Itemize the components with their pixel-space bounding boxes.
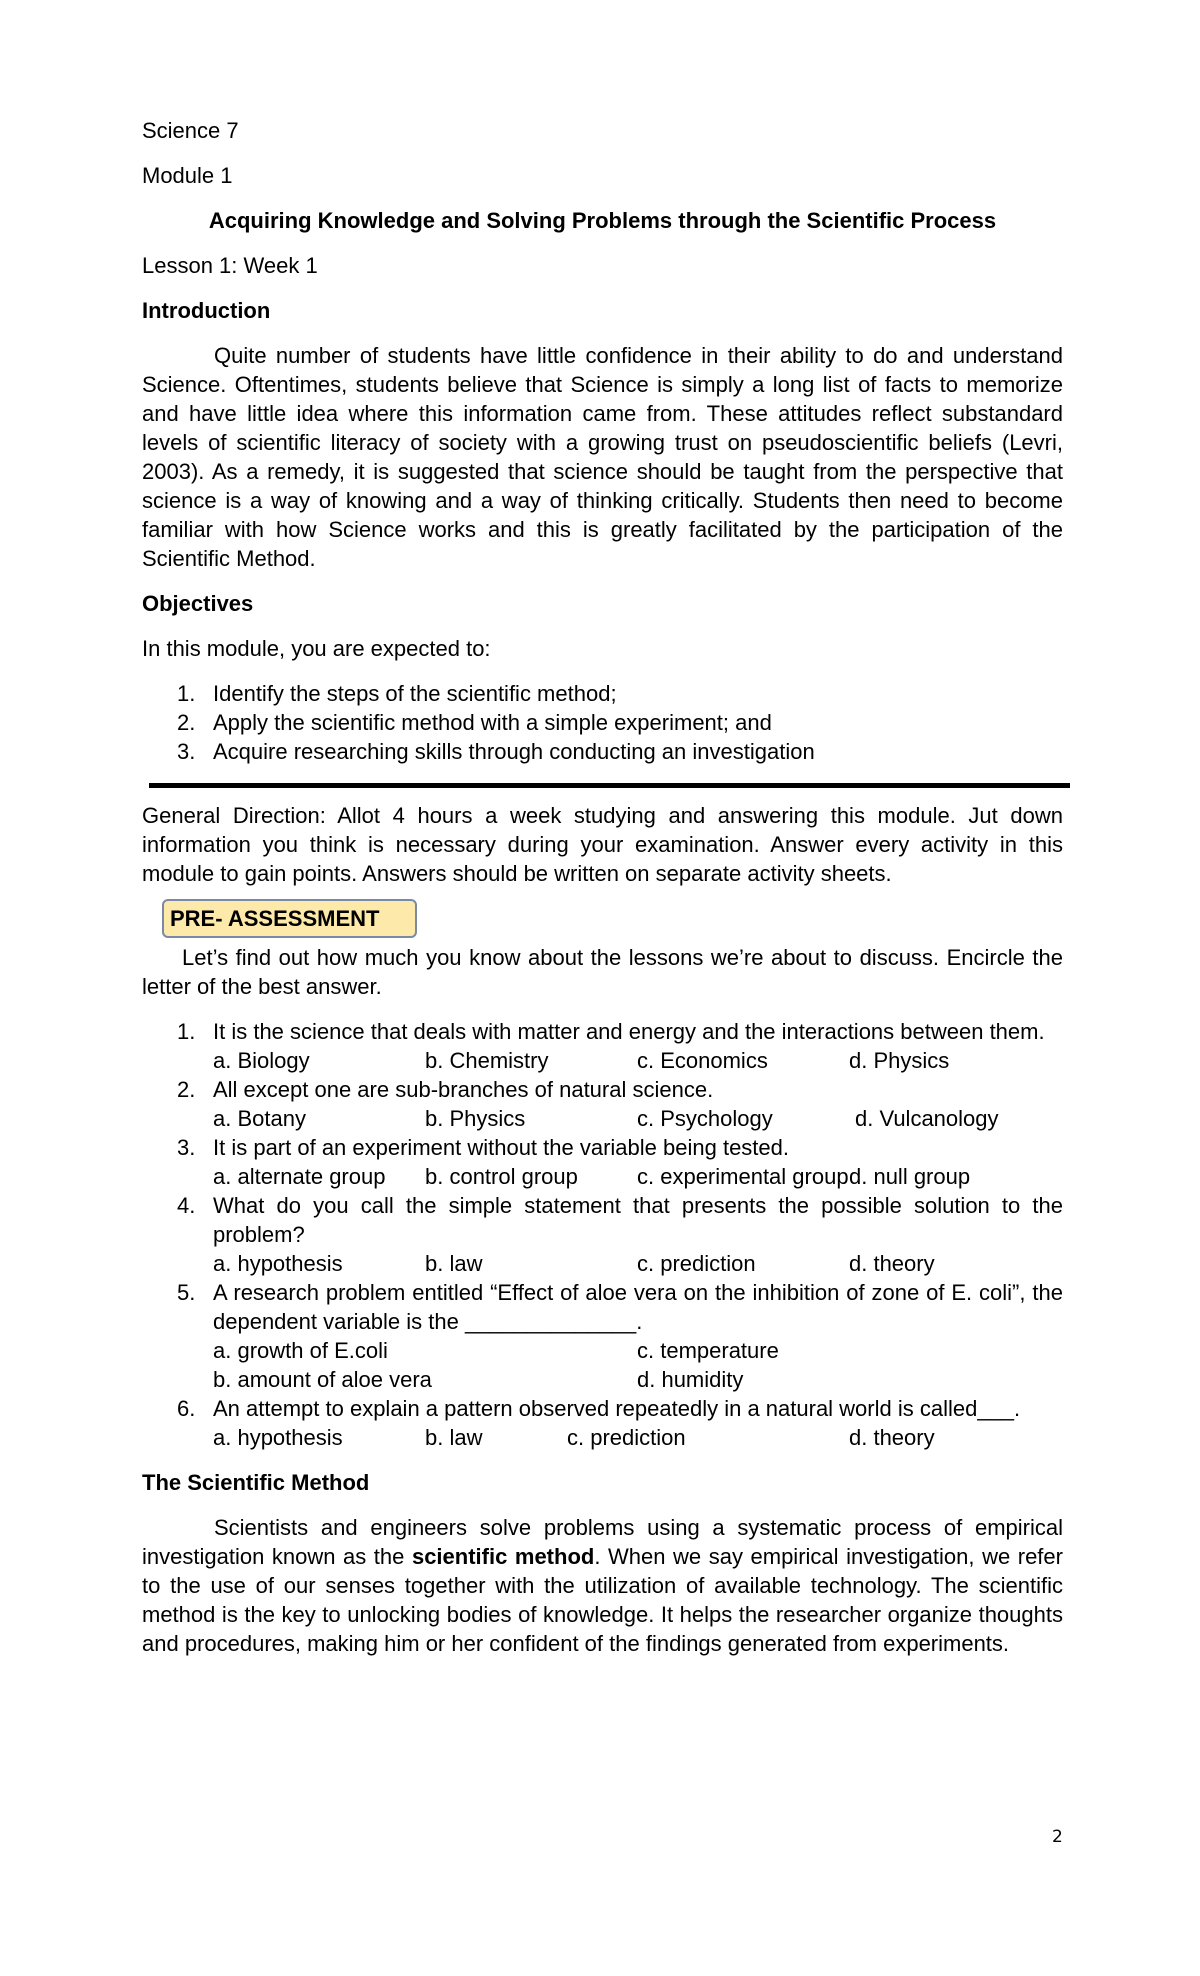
choice-b[interactable]: b. Chemistry [425, 1048, 549, 1073]
choice-c[interactable]: c. prediction [567, 1425, 686, 1450]
choice-d[interactable]: d. humidity [637, 1367, 744, 1392]
question-item [142, 1017, 1063, 1075]
scientific-method-term: scientific method [411, 1544, 595, 1569]
choice-b[interactable]: b. Physics [425, 1106, 526, 1131]
objectives-lead: In this module, you are expected to: [142, 636, 491, 661]
choice-row [213, 1249, 1063, 1278]
choice-d[interactable]: d. Physics [849, 1048, 950, 1073]
choice-d[interactable]: d. theory [849, 1251, 935, 1276]
subject-label: Science 7 [142, 118, 239, 143]
choice-row [213, 1046, 1063, 1075]
question-text: All except one are sub-branches of natural science. [213, 1077, 714, 1102]
objective-number: 2. [177, 710, 196, 735]
choice-a[interactable]: a. alternate group [213, 1164, 386, 1189]
pre-assessment-instructions: Let’s find out how much you know about the lessons we’re about to discuss. Encircle the letter of the best answer. [142, 945, 1063, 999]
introduction-heading: Introduction [142, 298, 271, 323]
introduction-body: Quite number of students have little confidence in their ability to do and understand Science. Oftentimes, students believe that Science is simply a long list of facts to memorize and have little idea where this information came from. These attitudes reflect substandard levels of scientific literacy of society with a growing trust on pseudoscientific beliefs (Levri, 2003). As a remedy, it is suggested that science should be taught from the perspective that science is a way of knowing and a way of thinking critically. Students then need to become familiar with how Science works and this is greatly facilitated by the participation of the Scientific Method. [142, 343, 1063, 571]
scientific-method-text-end: . When we say empirical investigation, we refer to the use of our senses together with the utilization of available technology. The scientific method is the key to unlocking bodies of knowledge. It helps the researcher organize thoughts and procedures, making him or her confident of the findings generated from experiments. [142, 1544, 1063, 1656]
choice-row [213, 1365, 1063, 1394]
choice-a[interactable]: a. hypothesis [213, 1425, 343, 1450]
question-text: It is the science that deals with matter and energy and the interactions between them. [213, 1019, 1045, 1044]
question-item [142, 1191, 1063, 1278]
question-number: 1. [177, 1019, 196, 1044]
question-text: A research problem entitled “Effect of aloe vera on the inhibition of zone of E. coli”, the dependent variable is the ______________. [213, 1280, 1063, 1334]
question-number: 5. [177, 1280, 196, 1305]
choice-row [213, 1336, 1063, 1365]
objectives-heading: Objectives [142, 591, 254, 616]
choice-c[interactable]: c. temperature [637, 1338, 779, 1363]
question-number: 6. [177, 1396, 196, 1421]
objective-text: Apply the scientific method with a simple experiment; and [213, 710, 772, 735]
objective-text: Acquire researching skills through conducting an investigation [213, 739, 815, 764]
objective-item [142, 737, 1063, 766]
section-divider [149, 783, 1070, 788]
objectives-list [142, 679, 1063, 766]
question-number: 3. [177, 1135, 196, 1160]
choice-row [213, 1423, 1063, 1452]
objective-text: Identify the steps of the scientific method; [213, 681, 617, 706]
choice-c[interactable]: c. Economics [637, 1048, 768, 1073]
scientific-method-text-start: Scientists and engineers solve problems using a systematic process of empirical investigation known as the [142, 1515, 1063, 1569]
choice-d[interactable]: d. Vulcanology [855, 1106, 999, 1131]
choice-c[interactable]: c. experimental group [637, 1164, 849, 1189]
choice-d[interactable]: d. theory [849, 1425, 935, 1450]
choice-c[interactable]: c. prediction [637, 1251, 756, 1276]
document-page [142, 116, 1063, 1658]
choice-b[interactable]: b. amount of aloe vera [213, 1367, 432, 1392]
page-number: 2 [1052, 1827, 1063, 1847]
choice-d[interactable]: d. null group [849, 1164, 971, 1189]
question-text: What do you call the simple statement that presents the possible solution to the problem? [213, 1193, 1063, 1247]
question-number: 4. [177, 1193, 196, 1218]
module-label: Module 1 [142, 163, 233, 188]
pre-assessment-label: PRE- ASSESSMENT [162, 899, 417, 938]
choice-a[interactable]: a. growth of E.coli [213, 1338, 388, 1363]
question-number: 2. [177, 1077, 196, 1102]
question-text: It is part of an experiment without the variable being tested. [213, 1135, 789, 1160]
choice-b[interactable]: b. law [425, 1251, 483, 1276]
question-item [142, 1133, 1063, 1191]
question-item [142, 1075, 1063, 1133]
objective-item [142, 679, 1063, 708]
question-item [142, 1278, 1063, 1394]
scientific-method-heading: The Scientific Method [142, 1470, 370, 1495]
question-item [142, 1394, 1063, 1452]
choice-a[interactable]: a. Biology [213, 1048, 310, 1073]
objective-item [142, 708, 1063, 737]
module-title: Acquiring Knowledge and Solving Problems through the Scientific Process [208, 208, 997, 233]
scientific-method-body [142, 1513, 1063, 1658]
choice-row [213, 1162, 1063, 1191]
question-list [142, 1017, 1063, 1452]
choice-b[interactable]: b. control group [425, 1164, 578, 1189]
choice-b[interactable]: b. law [425, 1425, 483, 1450]
choice-row [213, 1104, 1063, 1133]
objective-number: 3. [177, 739, 196, 764]
choice-a[interactable]: a. hypothesis [213, 1251, 343, 1276]
question-text: An attempt to explain a pattern observed repeatedly in a natural world is called___. [213, 1396, 1021, 1421]
choice-a[interactable]: a. Botany [213, 1106, 306, 1131]
choice-c[interactable]: c. Psychology [637, 1106, 773, 1131]
objective-number: 1. [177, 681, 196, 706]
lesson-label: Lesson 1: Week 1 [142, 253, 318, 278]
general-direction: General Direction: Allot 4 hours a week studying and answering this module. Jut down information you think is necessary during your examination. Answer every activity in this module to gain points. Answers should be written on separate activity sheets. [142, 803, 1063, 886]
